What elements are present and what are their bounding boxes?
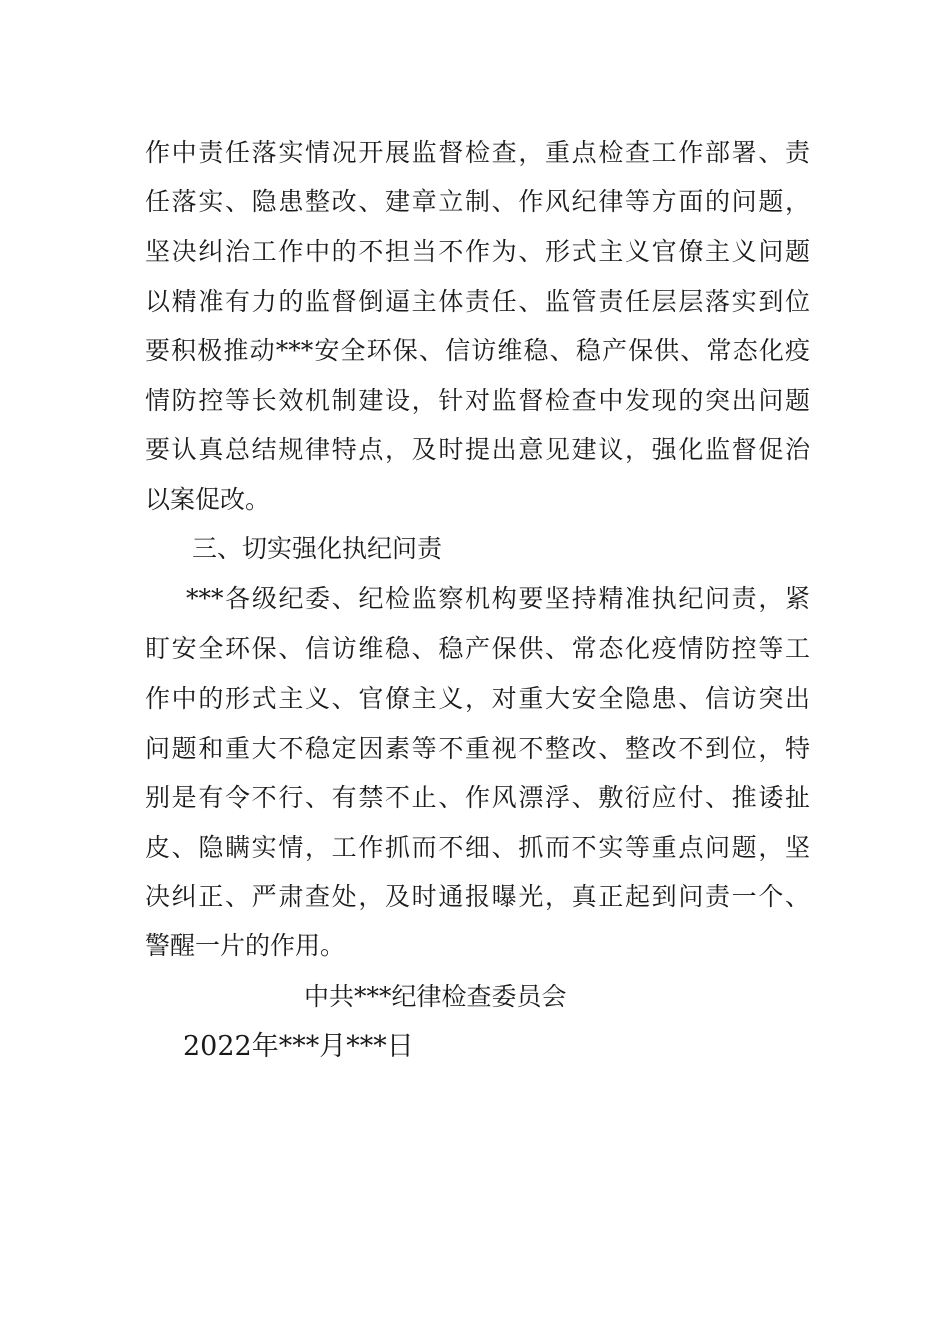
paragraph1-line-8: 以案促改。 bbox=[145, 485, 271, 514]
paragraph2-line-2: 盯安全环保、信访维稳、稳产保供、常态化疫情防控等工 bbox=[145, 634, 810, 663]
paragraph1-line-4: 以精准有力的监督倒逼主体责任、监管责任层层落实到位 bbox=[145, 287, 810, 316]
signature: 中共***纪律检查委员会 bbox=[304, 982, 567, 1011]
paragraph2-line-4: 问题和重大不稳定因素等不重视不整改、整改不到位，特 bbox=[145, 734, 810, 763]
paragraph1-line-5: 要积极推动***安全环保、信访维稳、稳产保供、常态化疫 bbox=[145, 336, 810, 365]
paragraph1-line-2: 任落实、隐患整改、建章立制、作风纪律等方面的问题， bbox=[145, 187, 810, 216]
paragraph1-line-7: 要认真总结规律特点，及时提出意见建议，强化监督促治 bbox=[145, 435, 810, 464]
paragraph2-line-1: ***各级纪委、纪检监察机构要坚持精准执纪问责，紧 bbox=[186, 584, 810, 613]
document-date: 2022年***月***日 bbox=[183, 1031, 414, 1062]
paragraph1-line-6: 情防控等长效机制建设，针对监督检查中发现的突出问题 bbox=[145, 386, 810, 415]
paragraph2-line-6: 皮、隐瞒实情，工作抓而不细、抓而不实等重点问题，坚 bbox=[145, 833, 810, 862]
paragraph2-line-5: 别是有令不行、有禁不止、作风漂浮、敷衍应付、推诿扯 bbox=[145, 783, 810, 812]
paragraph1-line-3: 坚决纠治工作中的不担当不作为、形式主义官僚主义问题 bbox=[145, 237, 810, 266]
paragraph2-line-3: 作中的形式主义、官僚主义，对重大安全隐患、信访突出 bbox=[145, 684, 810, 713]
section-heading: 三、切实强化执纪问责 bbox=[192, 534, 443, 563]
paragraph1-line-1: 作中责任落实情况开展监督检查，重点检查工作部署、责 bbox=[145, 138, 810, 167]
paragraph2-line-7: 决纠正、严肃查处，及时通报曝光，真正起到问责一个、 bbox=[145, 882, 810, 911]
paragraph2-line-8: 警醒一片的作用。 bbox=[145, 931, 346, 960]
